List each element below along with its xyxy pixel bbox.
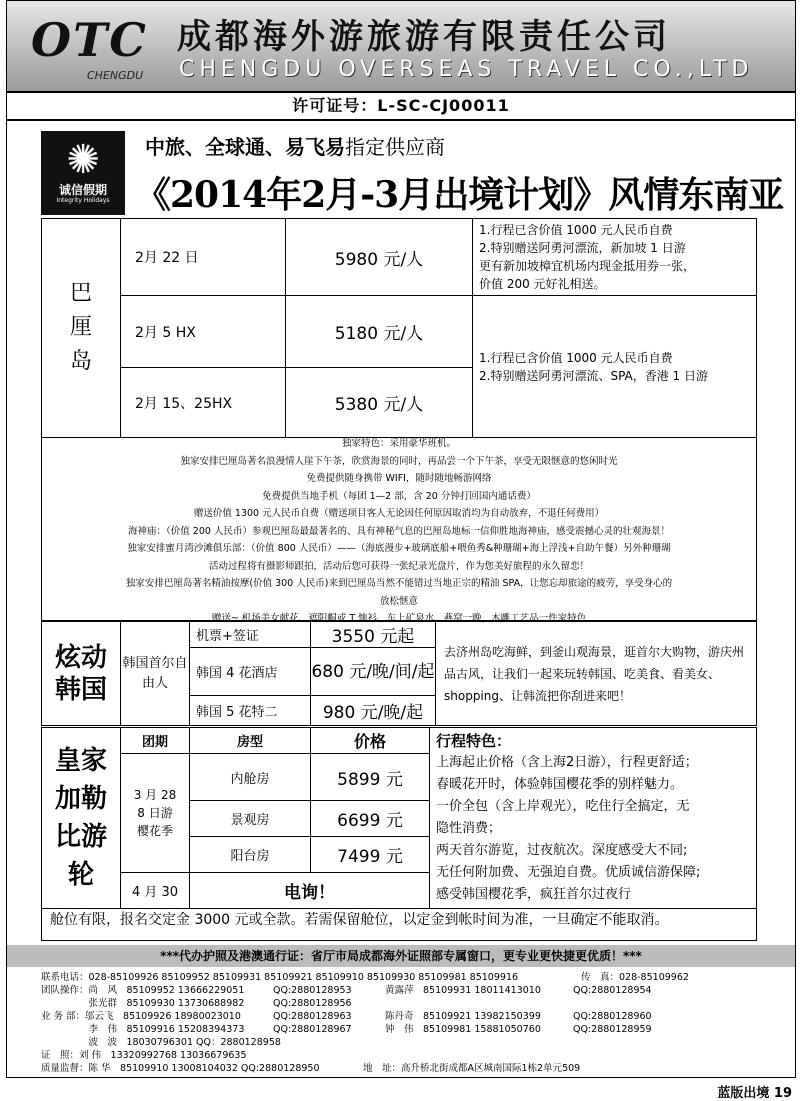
feature-line: 独家安排巴厘岛著名浪漫情人崖下午茶，欣赏海景的同时，再品尝一个下午茶，享受无限惬意的悠闲时光 [180,455,618,467]
bali-name-text: 巴厘岛 [69,281,92,374]
trip-line: 无任何附加费、无强迫自费。优质诚信游保障; [436,865,701,880]
room-price: 5899 元 [311,754,430,801]
contact-text: 钟 伟 85109981 15881050760 [385,1024,541,1035]
contact-text: QQ:2880128959 [573,1024,652,1035]
company-header [7,1,795,93]
bali-date: 2月 22 日 [121,219,286,296]
korea-price: 980 元/晚/起 [311,696,436,726]
korea-item: 机票+签证 [190,622,311,648]
note-line: 1.行程已含价值 1000 元人民币自费 [479,350,673,365]
booking-notice: 舱位有限，报名交定金 3000 元或全款。若需保留舱位，以定金到帐时间为准，一旦确定不能取消。 [41,899,757,941]
bali-name [42,219,121,438]
contact-row [41,1049,781,1062]
contact-row [41,1036,781,1049]
plan-title [135,167,783,218]
logo-city: CHENGDU [87,69,144,82]
bali-date: 2月 15、25HX [121,368,286,438]
contact-text: 波 波 18030796301 QQ：2880128958 [41,1037,281,1048]
last-price: 电询！ [190,873,430,909]
agency-banner: ***代办护照及港澳通行证：省厅市局成都海外证照部专属窗口，更专业更快捷更优质！*** [7,945,795,967]
page-frame [6,0,796,1078]
bali-date: 2月 5 HX [121,296,286,368]
brand-name-en: Integrity Holidays [56,197,110,204]
room-price: 7499 元 [311,837,430,873]
trip-line: 一价全包（含上岸观光），吃住行全搞定，无 [436,799,690,814]
header-group: 团期 [121,728,190,754]
bali-price: 5180 元/人 [286,296,473,368]
contact-text: QQ:2880128953 [273,985,352,996]
bali-note-2 [473,296,757,438]
trip-line: 两天首尔游览，过夜航次。深度感受大不同; [436,843,688,858]
header-room: 房型 [190,728,311,754]
contact-row [41,971,781,984]
trip-line: 隐性消费； [436,821,502,836]
plan-main: 《2014年2月-3月出境计划》 [135,174,609,216]
contact-text: 陈丹奇 85109921 13982150399 [385,1011,541,1022]
contact-text: QQ:2880128967 [273,1024,352,1035]
trip-line: 上海起止价格（含上海2日游），行程更舒适； [436,755,698,770]
cruise-table [41,727,757,909]
note-line: 更有新加坡樟宜机场内现金抵用券一张， [479,259,696,273]
room-type: 内舱房 [190,754,311,801]
contact-text: 地 址：高升桥北街成都A区城南国际1栋2单元509 [363,1063,581,1074]
note-line: 2.特别赠送阿勇河漂流、SPA，香港 1 日游 [479,368,709,383]
otc-logo [27,9,177,85]
note-line: 1.行程已含价值 1000 元人民币自费 [479,223,673,237]
contact-row [41,997,781,1010]
brand-logo [41,131,125,215]
feature-line: 独家安排蜜月湾沙滩俱乐部：（价值 800 人民币）——（海底漫步+玻璃底船+喂鱼秀&种珊瑚+海上浮浅+自助午餐）另外种珊瑚 [127,543,671,554]
company-name-cn: 成都海外游旅游有限责任公司 [177,17,671,57]
plan-sub: 风情东南亚 [608,174,784,216]
korea-price: 680 元/晚/间/起 [311,648,436,696]
cruise-title [42,728,121,909]
trip-features [430,728,757,909]
korea-item: 韩国 5 花特二 [190,696,311,726]
room-type: 景观房 [190,801,311,837]
contact-text: QQ:2880128963 [273,1011,352,1022]
note-line: 2.特别赠送阿勇河漂流，新加坡 1 日游 [479,241,686,255]
bali-features [41,433,757,624]
brand-name-cn: 诚信假期 [58,183,107,197]
feature-line: 独家特色：采用豪华班机。 [341,438,456,449]
korea-price: 3550 元起 [311,622,436,648]
supplier-suffix: 指定供应商 [345,135,445,159]
feature-line: 赠送价值 1300 元人民币自费（赠送项目客人无论因任何原因取消均为自动放弃，不退任何费用） [193,508,605,519]
contact-row [41,1023,781,1036]
note-line: 价值 200 元好礼相送。 [479,277,606,291]
feature-line: 独家安排巴厘岛著名精油按摩(价值 300 人民币)来到巴厘岛当然不能错过当地正宗的精油 SPA，让您忘却旅途的疲劳，享受身心的 [125,578,673,589]
trip-line: 春暖花开时，体验韩国樱花季的别样魅力。 [436,777,684,792]
contact-text: 李 伟 85109916 15208394373 [41,1024,245,1035]
contact-text: 传 真：028-85109962 [581,972,689,983]
korea-type: 韩国首尔自由人 [121,622,190,726]
suppliers-line [145,131,445,160]
contact-text: 张光群 85109930 13730688982 [41,998,245,1009]
feature-line: 放松惬意 [379,595,418,607]
cruise-title-text: 皇家加勒比游轮 [54,746,107,890]
contact-text: 黄露萍 85109931 18011413010 [385,985,541,996]
feature-line: 免费提供当地手机（每团 1—2 部，含 20 分钟打回国内通话费） [262,490,536,502]
contact-text: QQ:2880128960 [573,1011,652,1022]
license-number: 许可证号：L-SC-CJ00011 [7,93,795,121]
korea-title-text: 炫动韩国 [54,642,107,705]
feature-line: 免费提供随身携带 WIFI，随时随地畅游网络 [306,473,492,484]
company-name-en: CHENGDU OVERSEAS TRAVEL CO.,LTD [179,57,754,82]
contact-text: QQ:2880128956 [273,998,352,1009]
supplier-names: 中旅、全球通、易飞易 [145,135,345,159]
contact-list [41,971,781,1075]
contact-row [41,1062,781,1075]
bali-note-1 [473,219,757,296]
korea-description: 去济州岛吃海鲜，到釜山观海景，逛首尔大购物，游庆州品古风，让我们一起来玩转韩国、吃美食、看美女、shopping、让韩流把你刮进来吧！ [436,622,757,726]
contact-text: 质量监督：陈 华 85109910 13008104032 QQ:2880128950 [41,1063,320,1074]
contact-row [41,1010,781,1023]
contact-text: 团队操作：尚 风 85109952 13666229051 [41,985,245,996]
korea-item: 韩国 4 花酒店 [190,648,311,696]
feature-line: 海神庙：（价值 200 人民币）参观巴厘岛最最著名的、具有神秘气息的巴厘岛地标一信仰胜地海神庙，感受震撼心灵的壮观海景！ [128,525,670,537]
trip-line: 感受韩国樱花季，疯狂首尔过夜行 [436,887,632,902]
bali-price: 5980 元/人 [286,219,473,296]
contact-text: 联系电话：028-85109926 85109952 85109931 85109921 85109910 85109930 85109981 85109916 [41,972,519,983]
contact-text: QQ:2880128954 [573,985,652,996]
group-date: 3 月 28 8 日游 樱花季 [121,754,190,873]
flower-icon: ✺ [66,137,100,183]
korea-table [41,621,757,726]
contact-text: 证 照：刘 伟 13320992768 13036679635 [41,1050,247,1061]
feature-line: 赠送~ 机场美女献花、遮阳帽或 T 恤衫、车上矿泉水、燕窝一晚，木雕工艺品一件家特色 [211,613,587,624]
bali-table [41,218,757,438]
contact-row [41,984,781,997]
feature-line: 活动过程将有摄影师跟拍，活动后您可获得一张纪录光盘片，作为您美好旅程的永久留恋！ [208,560,589,572]
room-type: 阳台房 [190,837,311,873]
last-date: 4 月 30 [121,873,190,909]
page-footer: 蓝版出境 19 [717,1086,792,1101]
contact-text: 业 务 部：邬云飞 85109926 18980023010 [41,1011,241,1022]
korea-title [42,622,121,726]
bali-price: 5380 元/人 [286,368,473,438]
room-price: 6699 元 [311,801,430,837]
header-price: 价格 [311,728,430,754]
trip-title: 行程特色： [436,732,512,750]
logo-text: OTC [31,13,148,67]
